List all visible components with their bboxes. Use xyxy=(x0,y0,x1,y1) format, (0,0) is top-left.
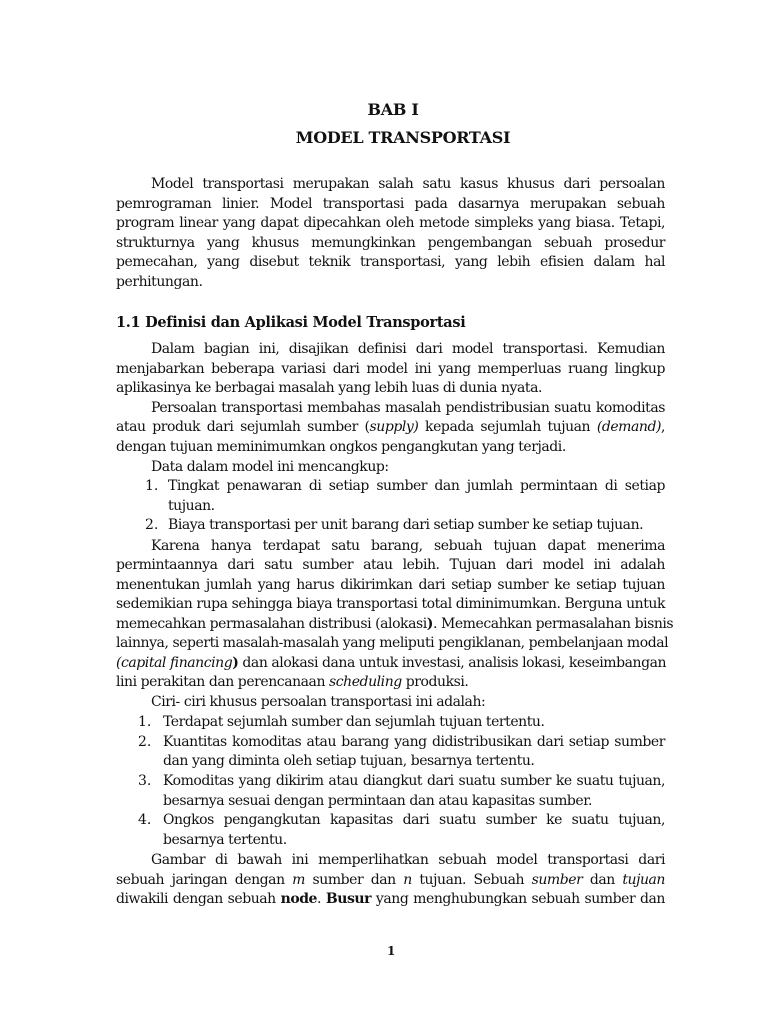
para3-line-7: (capital financing) dan alokasi dana untuk investasi, analisis lokasi, keseimbangan xyxy=(116,655,667,671)
intro-line-5: pemecahan, yang disebut teknik transportasi, yang lebih efisien dalam hal xyxy=(116,254,665,270)
list2-item-3-line-2: besarnya sesuai dengan permintaan dan atau kapasitas sumber. xyxy=(163,793,592,809)
intro-line-2: pemrograman linier. Model transportasi pada dasarnya merupakan sebuah xyxy=(116,196,665,212)
intro-line-6: perhitungan. xyxy=(116,274,203,290)
para3-line-1: Karena hanya terdapat satu barang, sebuah tujuan dapat menerima xyxy=(151,538,665,554)
section-heading: 1.1 Definisi dan Aplikasi Model Transportasi xyxy=(116,314,466,331)
para4-line-1: Gambar di bawah ini memperlihatkan sebuah model transportasi dari xyxy=(151,852,665,868)
list2-item-2-line-2: dan yang diminta oleh setiap tujuan, besarnya tertentu. xyxy=(163,753,535,769)
para1-line-1: Dalam bagian ini, disajikan definisi dari model transportasi. Kemudian xyxy=(151,341,665,357)
ciri-intro: Ciri- ciri khusus persoalan transportasi ini adalah: xyxy=(151,694,486,710)
para4-line-3: diwakili dengan sebuah node. Busur yang menghubungkan sebuah sumber dan xyxy=(116,891,665,907)
list1-item-1-number: 1. xyxy=(145,478,159,494)
list2-item-2-number: 2. xyxy=(138,734,152,750)
list2-item-3-number: 3. xyxy=(138,773,152,789)
para3-line-3: menentukan jumlah yang harus dikirimkan dari setiap sumber ke setiap tujuan xyxy=(116,577,665,593)
intro-line-4: strukturnya yang khusus memungkinkan pengembangan sebuah prosedur xyxy=(116,235,665,251)
list2-item-4-number: 4. xyxy=(138,812,152,828)
intro-line-1: Model transportasi merupakan salah satu kasus khusus dari persoalan xyxy=(151,176,665,192)
list1-item-1-line-1: Tingkat penawaran di setiap sumber dan jumlah permintaan di setiap xyxy=(168,478,665,494)
para1-line-3: aplikasinya ke berbagai masalah yang lebih luas di dunia nyata. xyxy=(116,380,542,396)
data-intro: Data dalam model ini mencangkup: xyxy=(151,459,389,475)
para3-line-4: sedemikian rupa sehingga biaya transportasi total diminimumkan. Berguna untuk xyxy=(116,596,665,612)
para3-line-5: memecahkan permasalahan distribusi (alokasi). Memecahkan permasalahan bisnis xyxy=(116,616,674,632)
intro-line-3: program linear yang dapat dipecahkan oleh metode simpleks yang biasa. Tetapi, xyxy=(116,215,665,231)
list2-item-4-line-1: Ongkos pengangkutan kapasitas dari suatu sumber ke suatu tujuan, xyxy=(163,812,665,828)
list1-item-2-line-1: Biaya transportasi per unit barang dari setiap sumber ke setiap tujuan. xyxy=(168,517,644,533)
para3-line-2: permintaannya dari satu sumber atau lebih. Tujuan dari model ini adalah xyxy=(116,557,665,573)
list2-item-2-line-1: Kuantitas komoditas atau barang yang didistribusikan dari setiap sumber xyxy=(163,734,665,750)
list1-item-2-number: 2. xyxy=(145,517,159,533)
list2-item-1-number: 1. xyxy=(138,714,152,730)
list2-item-4-line-2: besarnya tertentu. xyxy=(163,832,287,848)
page-number: 1 xyxy=(387,944,395,958)
para2-line-1: Persoalan transportasi membahas masalah pendistribusian suatu komoditas xyxy=(151,400,665,416)
para3-line-8: lini perakitan dan perencanaan scheduling produksi. xyxy=(116,674,469,690)
para2-line-2: atau produk dari sejumlah sumber (supply) kepada sejumlah tujuan (demand), xyxy=(116,419,665,435)
para1-line-2: menjabarkan beberapa variasi dari model ini yang memperluas ruang lingkup xyxy=(116,361,665,377)
para2-line-3: dengan tujuan meminimumkan ongkos pengangkutan yang terjadi. xyxy=(116,439,566,455)
list2-item-1-line-1: Terdapat sejumlah sumber dan sejumlah tujuan tertentu. xyxy=(163,714,545,730)
para4-line-2: sebuah jaringan dengan m sumber dan n tujuan. Sebuah sumber dan tujuan xyxy=(116,872,665,888)
list1-item-1-line-2: tujuan. xyxy=(168,498,215,514)
para3-line-6: lainnya, seperti masalah-masalah yang meliputi pengiklanan, pembelanjaan modal xyxy=(116,635,669,651)
list2-item-3-line-1: Komoditas yang dikirim atau diangkut dari suatu sumber ke suatu tujuan, xyxy=(163,773,665,789)
chapter-label: BAB I xyxy=(367,100,419,119)
chapter-title: MODEL TRANSPORTASI xyxy=(295,128,511,147)
